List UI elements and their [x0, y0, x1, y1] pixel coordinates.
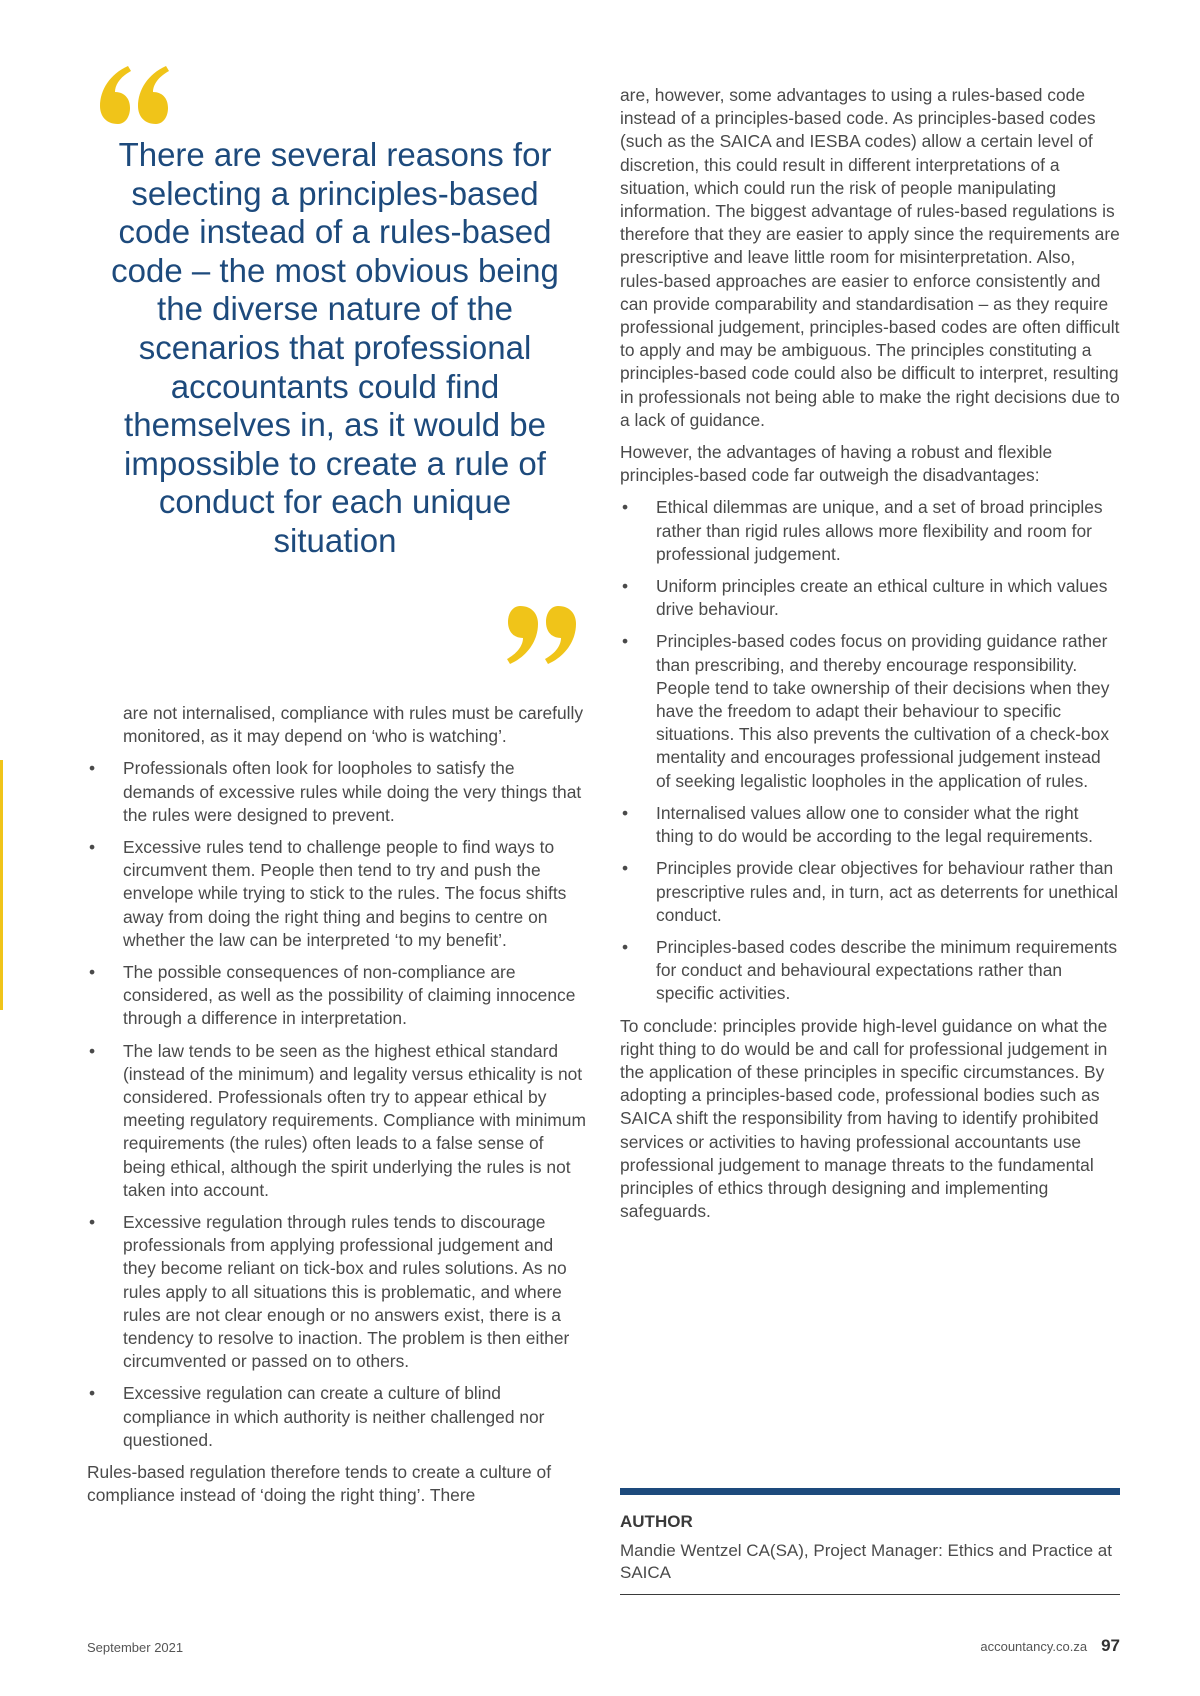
close-quote-icon	[505, 606, 577, 666]
list-item: • Principles-based codes describe the minimum requirements for conduct and behavioural expectations rather than specific activities.	[622, 936, 1118, 1004]
bullet-icon: •	[89, 758, 96, 779]
list-item: • Excessive rules tend to challenge people to find ways to circumvent them. People then tend to try and push the envelope while trying to stick to the rules. The focus shifts away from doing the right thing and begins to centre on whether the law can be interpreted ‘to my benefit’.	[89, 837, 567, 950]
page-number: 97	[1101, 1636, 1120, 1655]
right-column	[620, 84, 1120, 1232]
bullet-icon: •	[89, 962, 96, 983]
rules-drawbacks-list	[87, 757, 587, 1452]
continuation-paragraph: are not internalised, compliance with rules must be carefully monitored, as it may depend on ‘who is watching’.	[123, 703, 584, 747]
list-item: • Principles provide clear objectives for behaviour rather than prescriptive rules and, in turn, act as deterrents for unethical conduct.	[622, 858, 1119, 925]
bullet-icon: •	[622, 631, 629, 652]
footer-right	[980, 1636, 1120, 1656]
closing-paragraph: Rules-based regulation therefore tends to create a culture of compliance instead of ‘doing the right thing’. There	[87, 1462, 552, 1506]
list-item: • The law tends to be seen as the highest ethical standard (instead of the minimum) and legality versus ethicality is not considered. Professionals often try to appear ethical by meeting regulatory requirements. Compliance with minimum requirements (the rules) often leads to a false sense of being ethical, although the spirit underlying the rules is not taken into account.	[89, 1040, 586, 1200]
list-item: • Professionals often look for loopholes to satisfy the demands of excessive rules while doing the very things that the rules were designed to prevent.	[89, 758, 582, 825]
list-item: • Ethical dilemmas are unique, and a set of broad principles rather than rigid rules allows more flexibility and room for professional judgement.	[622, 497, 1103, 564]
list-item: • The possible consequences of non-compliance are considered, as well as the possibility of claiming innocence through a difference in interpretation.	[89, 962, 576, 1029]
list-item: • Excessive regulation can create a culture of blind compliance in which authority is neither challenged nor questioned.	[89, 1383, 545, 1450]
list-item: • Internalised values allow one to consider what the right thing to do would be according to the legal requirements.	[622, 802, 1093, 847]
author-byline: Mandie Wentzel CA(SA), Project Manager: Ethics and Practice at SAICA	[620, 1541, 1112, 1582]
author-top-rule	[620, 1488, 1120, 1495]
pull-quote: There are several reasons for selecting a principles-based code instead of a rules-based code – the most obvious being the diverse nature of the scenarios that professional accountants could find themselves in, as it would be impossible to create a rule of conduct for each unique situation	[111, 136, 559, 559]
list-item: • Excessive regulation through rules tends to discourage professionals from applying professional judgement and they become reliant on tick-box and rules solutions. As no rules apply to all situations this is problematic, and where rules are not clear enough or no answers exist, there is a tendency to resolve to inaction. The problem is then either circumvented or passed on to others.	[89, 1212, 570, 1372]
author-heading: AUTHOR	[620, 1512, 693, 1531]
bullet-icon: •	[622, 858, 629, 879]
bullet-icon: •	[622, 802, 629, 823]
conclusion-paragraph: To conclude: principles provide high-level guidance on what the right thing to do would be and call for professional judgement in the application of these principles in specific circumstances. By adopting a principles-based code, professional bodies such as SAICA shift the responsibility from having to identify prohibited services or activities to having professional accountants use professional judgement to manage threats to the fundamental principles of ethics through designing and implementing safeguards.	[620, 1015, 1108, 1222]
bullet-icon: •	[89, 837, 96, 858]
advantages-paragraph: are, however, some advantages to using a rules-based code instead of a principles-based code. As principles-based codes (such as the SAICA and IESBA codes) allow a certain level of discretion, this could result in different interpretations of a situation, which could run the risk of people manipulating information. The biggest advantage of rules-based regulations is therefore that they are easier to apply since the requirements are prescriptive and leave little room for misinterpretation. Also, rules-based approaches are easier to enforce consistently and can provide comparability and standardisation – as they require professional judgement, principles-based codes are often difficult to apply and may be ambiguous. The principles constituting a principles-based code could also be difficult to interpret, resulting in professionals not being able to make the right decisions due to a lack of guidance.	[620, 85, 1120, 430]
list-item: • Uniform principles create an ethical culture in which values drive behaviour.	[622, 576, 1108, 620]
footer-date: September 2021	[87, 1640, 184, 1655]
margin-accent-bar	[0, 760, 3, 1010]
bullet-icon: •	[622, 576, 629, 597]
intro-paragraph: However, the advantages of having a robust and flexible principles-based code far outweigh the disadvantages:	[620, 442, 1053, 486]
left-column	[87, 702, 587, 1517]
bullet-icon: •	[622, 497, 629, 518]
bullet-icon: •	[622, 936, 629, 957]
footer-site: accountancy.co.za	[980, 1639, 1088, 1654]
list-item: • Principles-based codes focus on providing guidance rather than prescribing, and thereby encourage responsibility. People tend to take ownership of their decisions when they have the freedom to adapt their behaviour to specific situations. This also prevents the cultivation of a check-box mentality and encourages professional judgement instead of seeking legalistic loopholes in the application of rules.	[622, 631, 1110, 791]
bullet-icon: •	[89, 1212, 96, 1233]
bullet-icon: •	[89, 1383, 96, 1404]
open-quote-icon	[100, 66, 170, 126]
bullet-icon: •	[89, 1040, 96, 1061]
principles-advantages-list	[620, 496, 1120, 1005]
author-bottom-rule	[620, 1594, 1120, 1595]
